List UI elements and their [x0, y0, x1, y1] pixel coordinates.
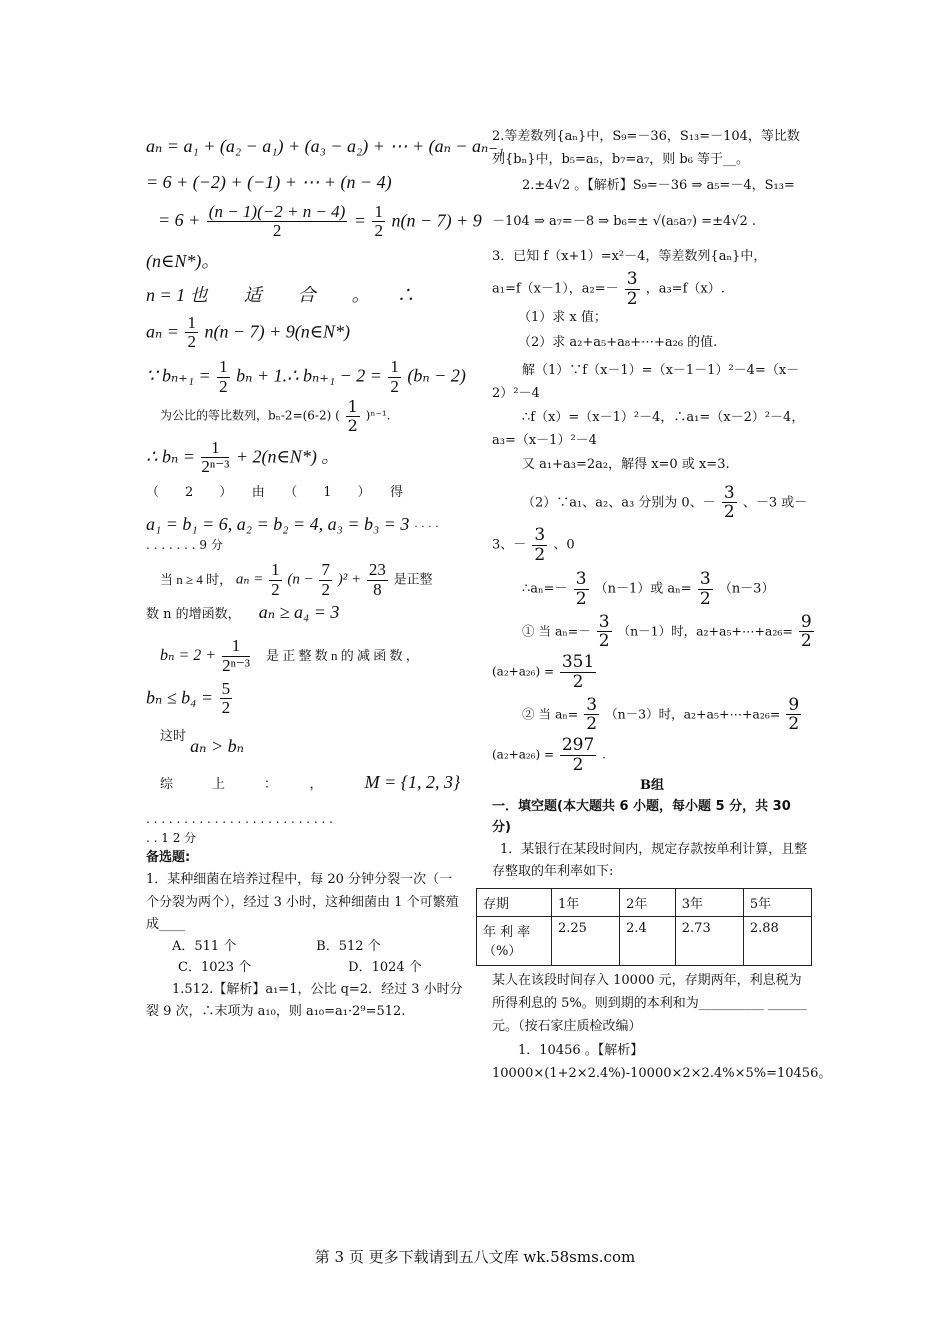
table-cell: 2.73 [675, 917, 743, 966]
b-question-1-answer: 1．10456 。【解析】10000×(1+2×2.4%)-10000×2×2.4%×5%=10456。 [492, 1043, 832, 1082]
table-row-label: 年 利 率（%） [477, 917, 552, 966]
table-header-cell: 存期 [477, 889, 552, 917]
question-2-answer-b: －104 ⇒ a₇=－8 ⇒ b₆=± √(a₅a₇) =±4√2 . [492, 214, 757, 230]
fraction: $\frac{1}{2}$ [271, 560, 280, 599]
fraction: $\frac{3}{2}$ [598, 611, 610, 652]
an-formula: aₙ = $\frac{1}{2}$ n(n − 7) + 9(n∈N*) [146, 312, 351, 352]
fraction: $\frac{1}{2}$ [374, 201, 383, 241]
table-header-cell: 1年 [552, 889, 620, 917]
option-c: C．1023 个 [178, 959, 252, 975]
case-2: ② 当 aₙ= $\frac{3}{2}$ （n－3）时，a₂+a₅+⋯+a₂₆= $\frac{9}{2}$ [522, 694, 800, 735]
table-row [477, 917, 812, 966]
bn-formula: ∴ bₙ = $\frac{1}{\text{2ⁿ⁻³}}$ + 2(n∈N*) 。 [146, 437, 340, 477]
question-1-answer: 1.512.【解析】a₁=1，公比 q=2．经过 3 小时分裂 9 次，∴末项为 a₁₀，则 a₁₀=a₁·2⁹=512. [146, 981, 463, 1020]
initial-terms: a₁ = b₁ = 6, a₂ = b₂ = 4, a₃ = b₃ = 3 · · · · [146, 513, 439, 534]
fraction: $\frac{23}{8}$ [368, 560, 386, 599]
fraction: $\frac{3}{2}$ [626, 268, 638, 309]
fraction: $\frac{1}{2}$ [347, 397, 358, 435]
equation-expansion: = 6 + (−2) + (−1) + ⋯ + (n − 4) [146, 172, 392, 193]
case-2-result: (a₂+a₂₆) = $\frac{297}{2}$ . [492, 734, 606, 775]
bn-recurrence: ∵ bₙ₊₁ = $\frac{1}{2}$ bₙ + 1.∴ bₙ₊₁ − 2 = $\frac{1}{2}$ (bₙ − 2) [146, 356, 466, 396]
equation-an-sum: aₙ = a₁ + (a₂ − a₁) + (a₃ − a₂) + ⋯ + (aₙ − aₙ₋₁ [146, 136, 505, 156]
score-12: . . 1 2 分 [146, 830, 197, 845]
table-header-row [477, 889, 812, 917]
fraction: $\frac{5}{2}$ [221, 678, 231, 718]
part2-heading: （ 2 ） 由 （ 1 ） 得 [146, 484, 404, 500]
dot-leader: . . . . . . . . . . . . . . . . . . . . . . . . . [146, 811, 333, 826]
bn-decreasing: bₙ = 2 + $\frac{1}{\text{2ⁿ⁻³}}$ 是 正 整 数 n 的 减 函 数 ， [160, 636, 419, 676]
option-b: B．512 个 [316, 939, 381, 955]
solution-3: 又 a₁+a₃=2a₂，解得 x=0 或 x=3. [522, 456, 730, 472]
question-1-options-ab [146, 937, 464, 958]
table-cell: 2.25 [552, 917, 620, 966]
question-3-text: 3．已知 f（x+1）=x²－4，等差数列{aₙ}中， [492, 249, 767, 265]
solution-5: 3、－ $\frac{3}{2}$ 、0 [492, 525, 575, 565]
question-3-terms: a₁=f（x－1），a₂=－ $\frac{3}{2}$ ，a₃=f（x）. [492, 268, 725, 309]
question-3-part1: （1）求 x 值； [518, 310, 607, 326]
fraction: $\frac{351}{2}$ [561, 652, 595, 692]
fraction: $\frac{3}{2}$ [586, 694, 598, 735]
fraction: $\frac{3}{2}$ [575, 569, 587, 610]
fraction: $\frac{3}{2}$ [699, 569, 711, 610]
table-header-cell: 5年 [743, 889, 811, 917]
fraction: $\frac{(n - 1)(-2 + n - 4)}{2}$ [208, 201, 346, 241]
b-question-1-continued: 某人在该段时间存入 10000 元，存期两年，利息税为所得利息的 5%。则到期的本利和为__________ ______元。（按石家庄质检改编） [492, 973, 807, 1034]
option-a: A．511 个 [172, 939, 237, 955]
table-header-cell: 2年 [620, 889, 676, 917]
interest-rate-table [476, 888, 812, 966]
fraction: $\frac{1}{\text{2ⁿ⁻³}}$ [201, 437, 230, 477]
equation-simplified: = 6 + $\frac{(n - 1)(-2 + n - 4)}{2}$ = $\frac{1}{2}$ n(n − 7) + 9 [158, 201, 482, 241]
equation-domain: (n∈N*)。 [146, 250, 220, 271]
table-header-cell: 3年 [675, 889, 743, 917]
n1-check-line: n = 1 也 适 合 。 ∴ [146, 285, 415, 306]
fraction: $\frac{1}{\text{2ⁿ⁻³}}$ [222, 636, 251, 676]
fraction: $\frac{1}{2}$ [219, 356, 228, 396]
ratio-line: 为公比的等比数列，bₙ-2=(6-2) ( $\frac{1}{2}$ )ⁿ⁻¹. [160, 397, 391, 435]
solution-1: 解（1）∵f（x－1）=（x－1－1）²－4=（x－2）²－4 [492, 362, 800, 401]
summary-line: 综 上 ： ， M = {1, 2, 3} [160, 771, 461, 792]
fraction: $\frac{1}{2}$ [187, 312, 196, 352]
b-question-1: 1．某银行在某段时间内，规定存款按单利计算，且整存整取的年利率如下: [492, 841, 808, 880]
case-1: ① 当 aₙ=－ $\frac{3}{2}$ （n－1）时，a₂+a₅+⋯+a₂₆= $\frac{9}{2}$ [522, 611, 812, 652]
page-footer: 第 3 页 更多下载请到五八文库 wk.58sms.com [314, 1248, 636, 1266]
fill-blank-title: 一．填空题(本大题共 6 小题，每小题 5 分，共 30 分) [492, 799, 791, 835]
fraction: $\frac{9}{2}$ [800, 611, 812, 652]
question-1-options-cd [146, 958, 464, 979]
question-2-answer-a: 2.±4√2 。【解析】S₉=－36 ⇒ a₅=－4，S₁₃= [522, 177, 795, 193]
solution-6: ∴aₙ=－ $\frac{3}{2}$ （n－1）或 aₙ= $\frac{3}{2}$ （n－3） [522, 569, 775, 610]
question-2-text: 2.等差数列{aₙ}中，S₉=－36，S₁₃=－104，等比数列{bₙ}中，b₅=a₅，b₇=a₇，则 b₆ 等于__。 [492, 129, 800, 167]
fraction: $\frac{3}{2}$ [534, 525, 546, 565]
table-cell: 2.88 [743, 917, 811, 966]
fraction: $\frac{7}{2}$ [321, 560, 330, 599]
table-cell: 2.4 [620, 917, 676, 966]
score-9: . . . . . . . 9 分 [146, 537, 223, 552]
group-b-heading: B组 [640, 778, 664, 794]
solution-4: （2）∵a₁、a₂、a₃ 分别为 0、－ $\frac{3}{2}$ 、－3 或－ [522, 482, 808, 523]
fraction: $\frac{9}{2}$ [788, 694, 800, 735]
question-1-text: 1．某种细菌在培养过程中，每 20 分钟分裂一次（一个分裂为两个），经过 3 小时，这种细菌由 1 个可繁殖成____ [146, 871, 459, 933]
case-1-result: (a₂+a₂₆) = $\frac{351}{2}$ [492, 652, 595, 692]
question-3-part2: （2）求 a₂+a₅+a₈+⋯+a₂₆ 的值. [518, 335, 718, 351]
then-line: 这时 aₙ > bₙ [160, 729, 244, 757]
backup-title: 备选题: [146, 850, 191, 866]
fraction: $\frac{297}{2}$ [561, 734, 595, 775]
fraction: $\frac{1}{2}$ [390, 356, 399, 396]
increasing-line: 数 n 的增函数， aₙ ≥ a₄ = 3 [146, 601, 340, 622]
an-monotonic: 当 n ≥ 4 时， aₙ = $\frac{1}{2}$ (n − $\frac{7}{2}$ )² + $\frac{23}{8}$ 是正整 [160, 560, 433, 599]
option-d: D．1024 个 [348, 959, 422, 975]
right-column [483, 126, 832, 1086]
bn-bound: bₙ ≤ b₄ = $\frac{5}{2}$ [146, 678, 231, 718]
fraction: $\frac{3}{2}$ [723, 482, 735, 523]
solution-2: ∴f（x）=（x－1）²－4，∴a₁=（x－2）²－4，a₃=（x－1）²－4 [492, 410, 805, 449]
